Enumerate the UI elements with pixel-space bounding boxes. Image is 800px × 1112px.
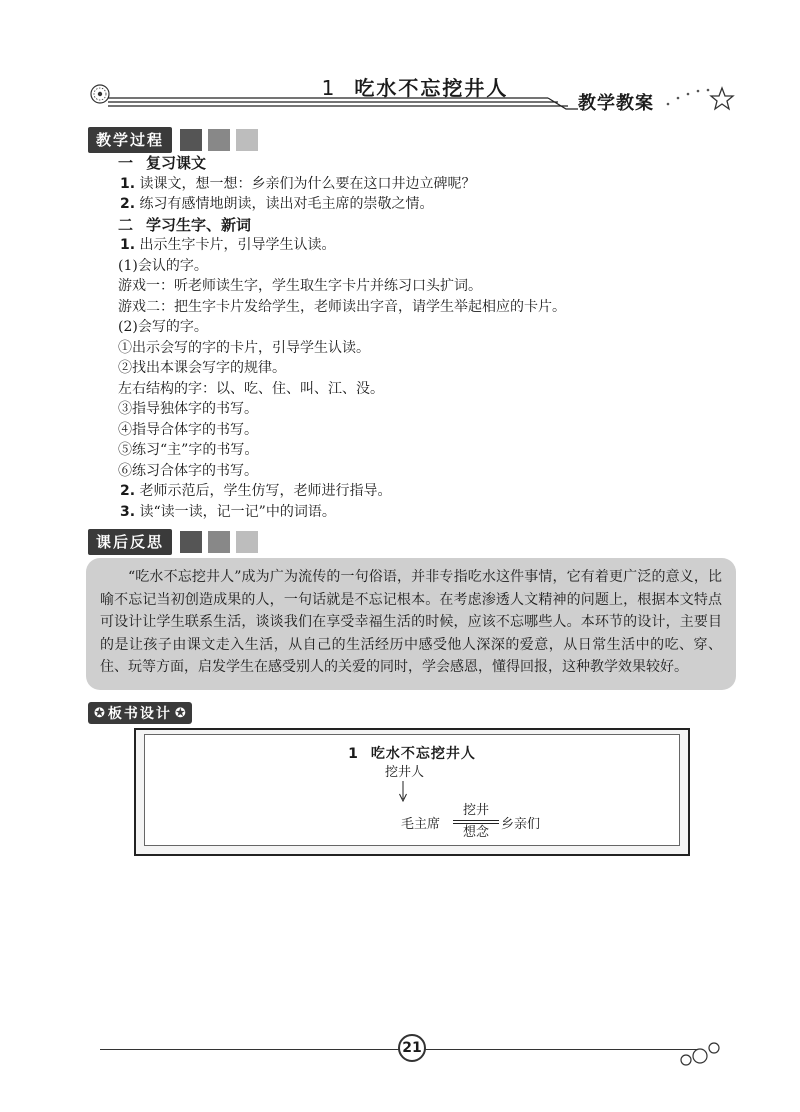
- section-label-process: 教学过程: [88, 127, 172, 153]
- section-header-board: [88, 702, 192, 724]
- star-icon: ✪: [94, 705, 105, 721]
- list-item: (1)会认的字。: [118, 257, 208, 274]
- board-relation: [453, 803, 499, 841]
- header-tag: 教学教案: [578, 93, 654, 114]
- section-label-board: 板书设计: [107, 706, 172, 722]
- list-item: ⑤练习“主”字的书写。: [118, 442, 259, 458]
- teaching-process: [118, 153, 718, 522]
- page-header: [0, 0, 800, 130]
- section-label-reflection: 课后反思: [88, 529, 172, 555]
- list-item: ①出示会写的字的卡片，引导学生认读。: [118, 339, 370, 356]
- star-icon: [664, 82, 736, 118]
- lesson-number: 1: [321, 76, 337, 100]
- board-word-digger: 挖井人: [385, 765, 425, 780]
- list-item: ④指导合体字的书写。: [118, 421, 258, 438]
- decor-block: [180, 531, 202, 553]
- board-relation-bar: [453, 820, 499, 824]
- part-heading: 一 复习课文: [118, 154, 207, 172]
- section-header-reflection: [88, 529, 258, 555]
- list-item: 1. 出示生字卡片，引导学生认读。: [120, 237, 336, 253]
- decor-block: [208, 129, 230, 151]
- list-item: ③指导独体字的书写。: [118, 401, 258, 417]
- list-item: 2. 练习有感情地朗读，读出对毛主席的崇敬之情。: [120, 196, 434, 212]
- decor-block: [208, 531, 230, 553]
- decor-block: [180, 129, 202, 151]
- list-item: 3. 读“读一读，记一记”中的词语。: [120, 503, 336, 520]
- page-number: 21: [398, 1034, 426, 1062]
- decor-block: [236, 129, 258, 151]
- arrow-down-icon: [398, 781, 408, 803]
- section-header-process: [88, 127, 258, 153]
- decor-block: [236, 531, 258, 553]
- board-title: 1 吃水不忘挖井人: [348, 746, 476, 762]
- lesson-title-text: 吃水不忘挖井人: [354, 76, 509, 100]
- list-item: ⑥练习合体字的书写。: [118, 462, 258, 479]
- list-item: 左右结构的字：以、吃、住、叫、江、没。: [118, 380, 384, 397]
- board-relation-bottom: 想念: [462, 825, 489, 840]
- blackboard-design: [134, 728, 690, 856]
- star-icon: ✪: [174, 705, 186, 721]
- reflection-text: “吃水不忘挖井人”成为广为流传的一句俗语，并非专指吃水这件事情，它有着更广泛的意义，比喻不忘记当初创造成果的人，一句话就是不忘记根本。在考虑渗透人文精神的问题上，根据本文特点可设计让学生联系生活，谈谈我们在享受幸福生活的时候，应该不忘哪些人。本环节的设计，主要目的是让孩子由课文走入生活，从自己的生活经历中感受他人深深的爱意，从日常生活中的吃、穿、住、玩等方面，启发学生在感受别人的关爱的同时，学会感恩，懂得回报，这种教学效果较好。: [100, 569, 722, 676]
- list-item: 1. 读课文，想一想：乡亲们为什么要在这口井边立碑呢？: [120, 175, 476, 192]
- board-word-mao: 毛主席: [401, 817, 441, 832]
- board-word-villagers: 乡亲们: [501, 817, 541, 832]
- bubbles-icon: [676, 1040, 726, 1070]
- list-item: (2)会写的字。: [118, 319, 208, 335]
- blackboard-inner: [144, 734, 680, 846]
- list-item: 2. 老师示范后，学生仿写，老师进行指导。: [120, 483, 392, 499]
- lesson-title: [300, 72, 530, 101]
- list-item: 游戏二：把生字卡片发给学生，老师读出字音，请学生举起相应的卡片。: [118, 298, 566, 315]
- reflection-box: [86, 558, 736, 690]
- list-item: ②找出本课会写字的规律。: [118, 360, 286, 376]
- list-item: 游戏一：听老师读生字，学生取生字卡片并练习口头扩词。: [118, 278, 482, 294]
- board-relation-top: 挖井: [462, 803, 489, 818]
- part-heading: 二 学习生字、新词: [118, 215, 252, 234]
